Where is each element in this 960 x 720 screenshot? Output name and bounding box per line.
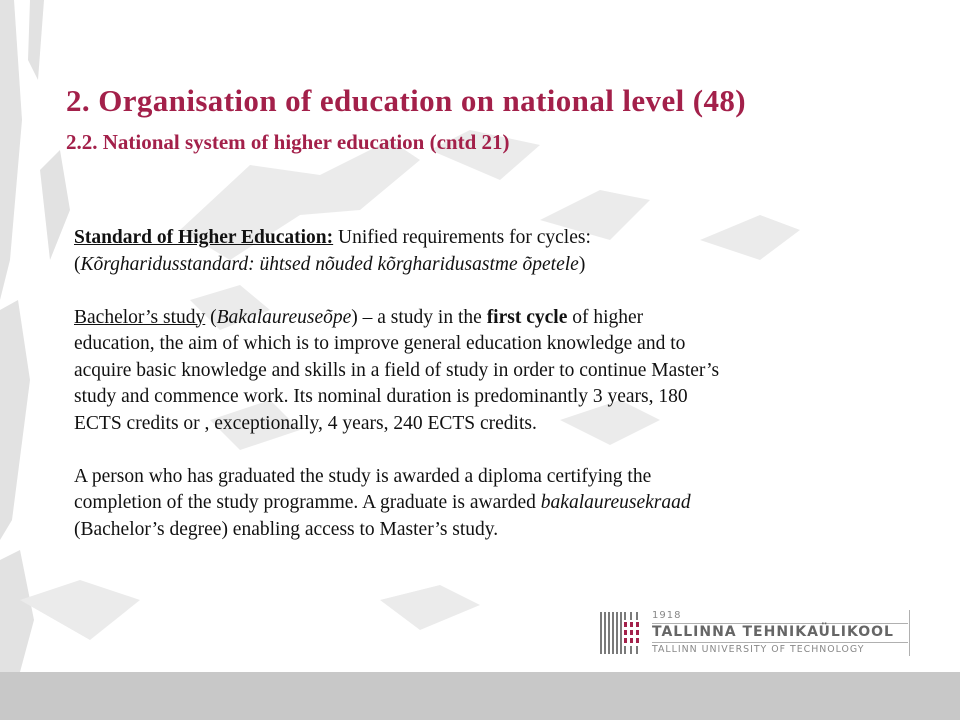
standard-translation: Kõrgharidusstandard: ühtsed nõuded kõrgharidusastme õpetele <box>80 253 579 275</box>
slide-subtitle: 2.2. National system of higher education (cntd 21) <box>66 130 510 154</box>
bachelor-emphasis: first cycle <box>486 306 568 328</box>
logo-frame <box>906 610 910 656</box>
standard-heading: Standard of Higher Education: <box>74 227 334 248</box>
bachelor-term: Bachelor’s study <box>74 306 206 328</box>
bachelor-line-2: education, the aim of which is to improve general education knowledge and to <box>74 333 686 354</box>
logo-bars-icon <box>600 610 644 656</box>
logo-year: 1918 <box>652 610 682 621</box>
paragraph-spacer <box>74 437 874 464</box>
logo-subname: TALLINN UNIVERSITY OF TECHNOLOGY <box>652 644 865 655</box>
bachelor-line-4: study and commence work. Its nominal duration is predominantly 3 years, 180 <box>74 386 688 407</box>
logo-divider <box>652 642 908 643</box>
bachelor-after-emphasis: of higher <box>567 306 644 328</box>
bachelor-open: ( <box>205 306 217 328</box>
graduate-line-2 <box>74 490 874 517</box>
bachelor-line-3: acquire basic knowledge and skills in a field of study in order to continue Master’s <box>74 359 720 381</box>
standard-paren-open: ( <box>74 253 81 275</box>
standard-line-1 <box>74 225 874 252</box>
slide-body <box>74 225 874 543</box>
graduate-degree-local: bakalaureusekraad <box>540 492 691 513</box>
standard-text: Unified requirements for cycles: <box>333 227 591 248</box>
footer-bar <box>0 672 960 720</box>
bachelor-term-local: Bakalaureuseõpe <box>216 306 352 328</box>
standard-paren-close: ) <box>578 253 586 275</box>
bachelor-line-5: ECTS credits or , exceptionally, 4 years, 240 ECTS credits. <box>74 412 537 434</box>
graduate-line-1: A person who has graduated the study is awarded a diploma certifying the <box>74 465 652 487</box>
bachelor-line-1 <box>74 305 874 332</box>
logo-name: TALLINNA TEHNIKAÜLIKOOL <box>652 624 894 640</box>
graduate-line-2-text: completion of the study programme. A graduate is awarded <box>74 492 541 513</box>
bachelor-mid: ) – a study in the <box>351 306 487 328</box>
university-logo <box>600 610 910 656</box>
graduate-line-3: (Bachelor’s degree) enabling access to Master’s study. <box>74 518 499 540</box>
paragraph-spacer <box>74 278 874 305</box>
slide-title: 2. Organisation of education on national level (48) <box>66 83 747 118</box>
standard-line-2 <box>74 252 874 279</box>
